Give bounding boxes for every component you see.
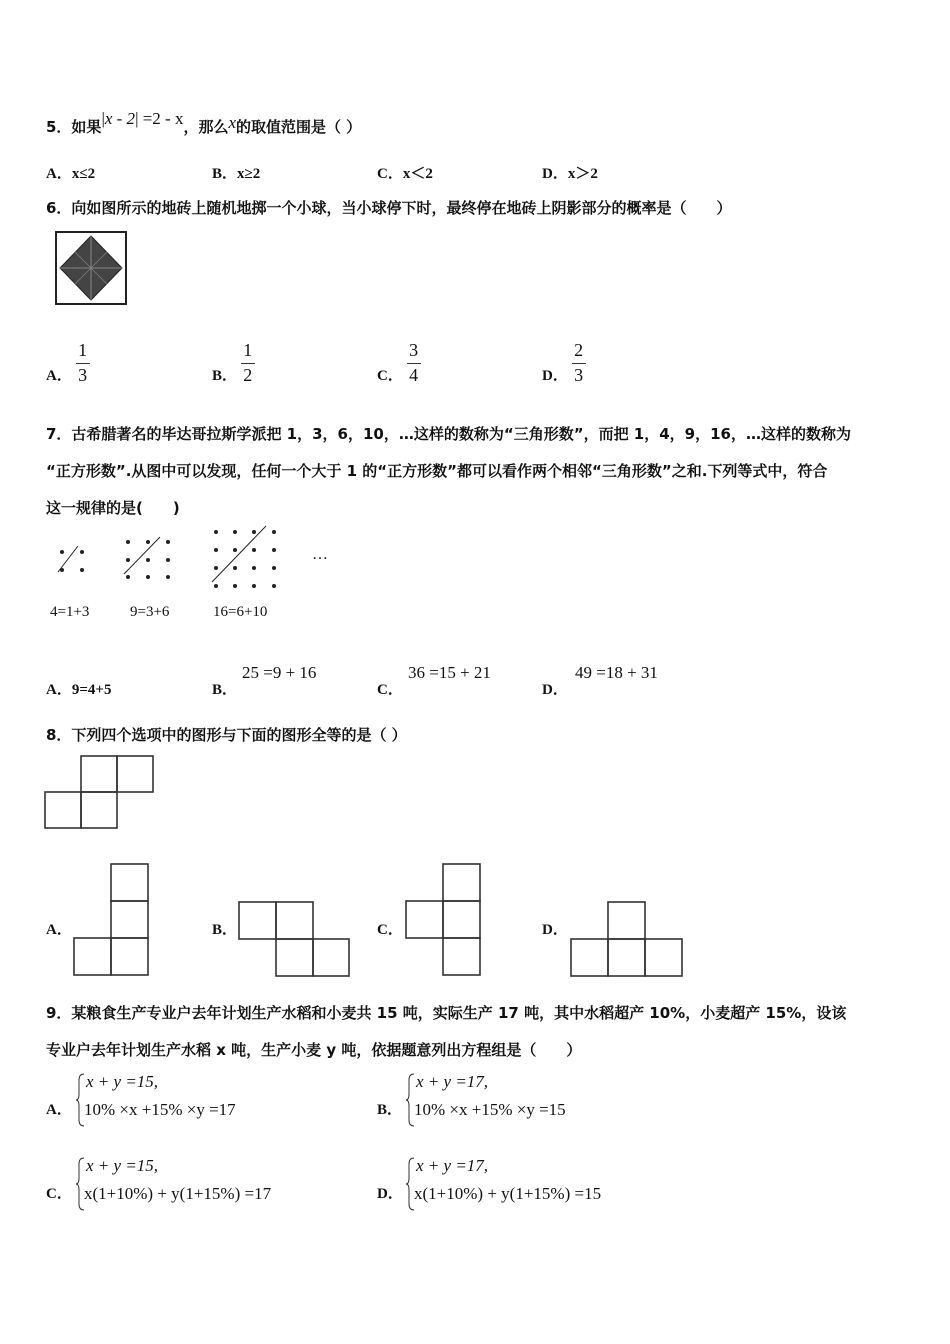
q9-option-c-system[interactable]: x + y =15, x(1+10%) + y(1+15%) =17 bbox=[76, 1156, 336, 1212]
q8-reference-figure bbox=[44, 754, 158, 832]
q7-dots-figure-1 bbox=[52, 538, 92, 578]
q7-option-b-label[interactable]: B． bbox=[212, 682, 238, 698]
q7-option-a[interactable]: A．9=4+5 bbox=[46, 682, 112, 698]
q7-ellipsis: … bbox=[312, 546, 328, 563]
q7-option-d-expr[interactable]: 49 =18 + 31 bbox=[575, 663, 658, 682]
q9-option-a-system[interactable]: x + y =15, 10% ×x +15% ×y =17 bbox=[76, 1072, 316, 1128]
q8-option-c-figure[interactable] bbox=[404, 862, 484, 978]
q7-dots-figure-2 bbox=[120, 534, 176, 584]
q7-caption-1: 4=1+3 bbox=[50, 604, 90, 620]
q9-option-a-label[interactable]: A． bbox=[46, 1102, 72, 1118]
q8-option-b-figure[interactable] bbox=[237, 900, 351, 978]
q7-option-c-expr[interactable]: 36 =15 + 21 bbox=[408, 663, 491, 682]
q8-stem: 8．下列四个选项中的图形与下面的图形全等的是（ ） bbox=[46, 726, 407, 744]
q8-option-b-label[interactable]: B． bbox=[212, 922, 238, 938]
q9-stem-line2: 专业户去年计划生产水稻 x 吨，生产小麦 y 吨，依据题意列出方程组是（ ） bbox=[46, 1041, 582, 1059]
q9-option-d-label[interactable]: D． bbox=[377, 1186, 403, 1202]
q5-option-c[interactable]: C．x＜2 bbox=[377, 166, 433, 182]
q7-dots-figure-3 bbox=[208, 524, 284, 594]
q5-option-a[interactable]: A．x≤2 bbox=[46, 166, 96, 182]
q7-stem-line1: 7．古希腊著名的毕达哥拉斯学派把 1，3，6，10，…这样的数称为“三角形数”，而把 1，4，9，16，…这样的数称为 bbox=[46, 425, 851, 443]
q8-option-d-figure[interactable] bbox=[569, 900, 685, 978]
q6-option-c[interactable]: C． $\frac{3}{4}$ bbox=[377, 340, 421, 386]
q8-option-d-label[interactable]: D． bbox=[542, 922, 568, 938]
q6-tile-figure bbox=[54, 230, 128, 306]
q9-option-b-label[interactable]: B． bbox=[377, 1102, 403, 1118]
q8-option-c-label[interactable]: C． bbox=[377, 922, 403, 938]
q7-option-b-expr[interactable]: 25 =9 + 16 bbox=[242, 663, 317, 682]
q5-option-d[interactable]: D．x＞2 bbox=[542, 166, 598, 182]
q9-stem-line1: 9．某粮食生产专业户去年计划生产水稻和小麦共 15 吨，实际生产 17 吨，其中水稻超产 10%，小麦超产 15%，设该 bbox=[46, 1004, 847, 1022]
q9-option-d-system[interactable]: x + y =17, x(1+10%) + y(1+15%) =15 bbox=[406, 1156, 666, 1212]
q9-option-b-system[interactable]: x + y =17, 10% ×x +15% ×y =15 bbox=[406, 1072, 646, 1128]
q6-option-d[interactable]: D． $\frac{2}{3}$ bbox=[542, 340, 586, 386]
q5-stem: 5．如果|x - 2| =2 - x，那么x的取值范围是（ ） bbox=[46, 109, 362, 136]
q6-stem: 6．向如图所示的地砖上随机地掷一个小球，当小球停下时，最终停在地砖上阴影部分的概率是（ ） bbox=[46, 199, 732, 217]
q6-option-b[interactable]: B． $\frac{1}{2}$ bbox=[212, 340, 255, 386]
q7-option-d-label[interactable]: D． bbox=[542, 682, 568, 698]
q7-caption-3: 16=6+10 bbox=[213, 604, 268, 620]
q7-stem-line3: 这一规律的是( ) bbox=[46, 499, 180, 517]
q6-option-a[interactable]: A． $\frac{1}{3}$ bbox=[46, 340, 90, 386]
q7-option-c-label[interactable]: C． bbox=[377, 682, 403, 698]
q7-stem-line2: “正方形数”.从图中可以发现，任何一个大于 1 的“正方形数”都可以看作两个相邻“三角形数”之和.下列等式中，符合 bbox=[46, 462, 828, 480]
q5-option-b[interactable]: B．x≥2 bbox=[212, 166, 261, 182]
q9-option-c-label[interactable]: C． bbox=[46, 1186, 72, 1202]
q7-caption-2: 9=3+6 bbox=[130, 604, 170, 620]
q8-option-a-figure[interactable] bbox=[72, 862, 152, 978]
q8-option-a-label[interactable]: A． bbox=[46, 922, 72, 938]
